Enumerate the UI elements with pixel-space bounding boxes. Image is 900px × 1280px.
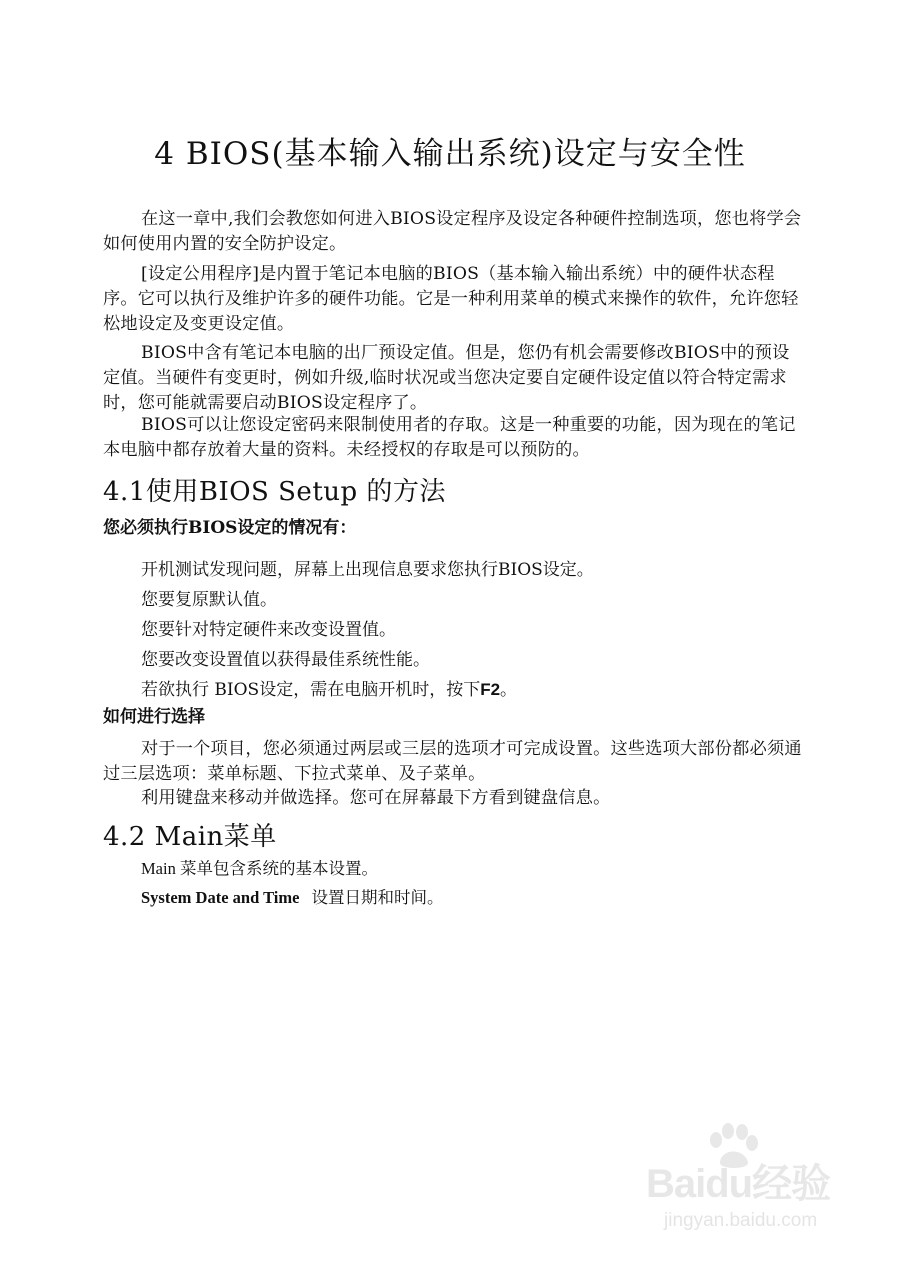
- how-to-select-label: 如何进行选择: [103, 707, 205, 727]
- intro-paragraph-1: 在这一章中,我们会教您如何进入BIOS设定程序及设定各种硬件控制选项，您也将学会如何使用内置的安全防护设定。: [103, 209, 802, 254]
- baidu-watermark: [640, 1140, 880, 1260]
- f2-key: F2: [480, 680, 501, 699]
- section-4-2-heading: 4.2 Main菜单: [103, 822, 277, 852]
- main-menu-description: Main 菜单包含系统的基本设置。: [141, 859, 378, 878]
- need-bios-label: 您必须执行BIOS设定的情况有：: [103, 518, 357, 538]
- list-item: 您要改变设置值以获得最佳系统性能。: [141, 650, 430, 670]
- f2-prefix: 若欲执行 BIOS设定，需在电脑开机时，按下: [141, 680, 481, 700]
- list-item: 您要复原默认值。: [141, 590, 277, 610]
- list-item: 开机测试发现问题，屏幕上出现信息要求您执行BIOS设定。: [141, 560, 594, 580]
- intro-paragraph-2: [设定公用程序]是内置于笔记本电脑的BIOS（基本输入输出系统）中的硬件状态程序。它可以执行及维护许多的硬件功能。它是一种利用菜单的模式来操作的软件，允许您轻松地设定及变更设定值。: [103, 264, 799, 334]
- system-date-time-term: System Date and Time: [141, 888, 300, 907]
- intro-paragraph-4: BIOS可以让您设定密码来限制使用者的存取。这是一种重要的功能，因为现在的笔记本电脑中都存放着大量的资料。未经授权的存取是可以预防的。: [103, 415, 796, 460]
- chapter-title: 4 BIOS(基本输入输出系统)设定与安全性: [154, 136, 746, 172]
- how-to-select-paragraph: 对于一个项目，您必须通过两层或三层的选项才可完成设置。这些选项大部份都必须通过三层选项：菜单标题、下拉式菜单、及子菜单。: [103, 739, 802, 784]
- f2-instruction: [141, 675, 594, 705]
- system-date-time-desc: 设置日期和时间。: [311, 888, 444, 907]
- bios-situation-list: [141, 555, 594, 705]
- system-date-time-line: [141, 884, 443, 908]
- list-item: 您要针对特定硬件来改变设置值。: [141, 620, 396, 640]
- watermark-brand: Baidu经验: [646, 1162, 831, 1206]
- section-4-1-heading: 4.1使用BIOS Setup 的方法: [103, 477, 446, 507]
- f2-suffix: 。: [500, 680, 518, 700]
- watermark-url: jingyan.baidu.com: [664, 1210, 818, 1231]
- intro-paragraph-3: BIOS中含有笔记本电脑的出厂预设定值。但是，您仍有机会需要修改BIOS中的预设定值。当硬件有变更时，例如升级,临时状况或当您决定要自定硬件设定值以符合特定需求时，您可能就需要启动BIOS设定程序了。: [103, 343, 790, 413]
- keyboard-paragraph: 利用键盘来移动并做选择。您可在屏幕最下方看到键盘信息。: [141, 788, 611, 808]
